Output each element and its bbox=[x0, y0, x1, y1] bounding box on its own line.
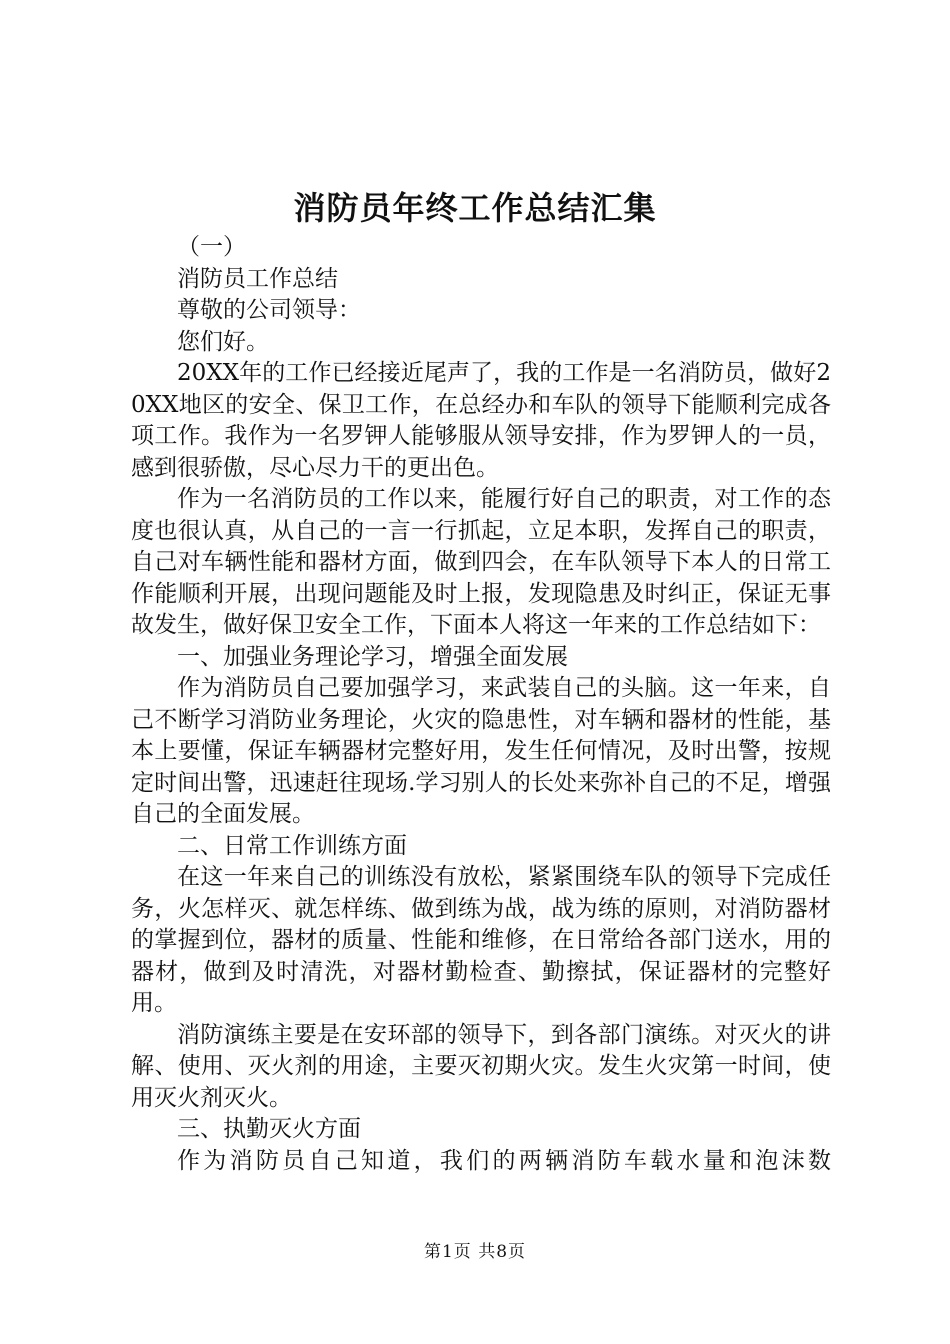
paragraph-duties: 作为一名消防员的工作以来，能履行好自己的职责，对工作的态度也很认真，从自己的一言一行抓起，立足本职，发挥自己的职责，自己对车辆性能和器材方面，做到四会，在车队领导下本人的日常工作能顺利开展，出现问题能及时上报，发现隐患及时纠正，保证无事故发生，做好保卫安全工作，下面本人将这一年来的工作总结如下： bbox=[131, 486, 831, 638]
document-title: 消防员年终工作总结汇集 bbox=[293, 189, 657, 227]
paragraph-training: 在这一年来自己的训练没有放松，紧紧围绕车队的领导下完成任务，火怎样灭、就怎样练、做到练为战，战为练的原则，对消防器材的掌握到位，器材的质量、性能和维修，在日常给各部门送水，用的器材，做到及时清洗，对器材勤检查、勤擦拭，保证器材的完整好用。 bbox=[131, 864, 831, 1016]
paragraph-study: 作为消防员自己要加强学习，来武装自己的头脑。这一年来，自己不断学习消防业务理论，火灾的隐患性，对车辆和器材的性能，基本上要懂，保证车辆器材完整好用，发生任何情况，及时出警，按规定时间出警，迅速赶往现场.学习别人的长处来弥补自己的不足，增强自己的全面发展。 bbox=[131, 675, 831, 827]
heading-section-2: 二、日常工作训练方面 bbox=[177, 832, 407, 859]
paragraph-firefighting: 作为消防员自己知道，我们的两辆消防车载水量和泡沫数 bbox=[177, 1147, 831, 1174]
document-body bbox=[131, 232, 831, 1177]
page-footer: 第1页 共8页 bbox=[423, 1242, 527, 1262]
heading-section-1: 一、加强业务理论学习，增强全面发展 bbox=[177, 643, 568, 670]
paragraph-section-number: （一） bbox=[177, 234, 246, 260]
paragraph-intro: 20XX年的工作已经接近尾声了，我的工作是一名消防员，做好20XX地区的安全、保卫工作，在总经办和车队的领导下能顺利完成各项工作。我作为一名罗钾人能够服从领导安排，作为罗钾人的一员，感到很骄傲，尽心尽力干的更出色。 bbox=[131, 360, 831, 481]
paragraph-greeting: 您们好。 bbox=[177, 328, 269, 355]
heading-section-3: 三、执勤灭火方面 bbox=[177, 1116, 361, 1142]
paragraph-subtitle: 消防员工作总结 bbox=[177, 265, 338, 292]
paragraph-drills: 消防演练主要是在安环部的领导下，到各部门演练。对灭火的讲解、使用、灭火剂的用途，主要灭初期火灾。发生火灾第一时间，使用灭火剂灭火。 bbox=[131, 1021, 831, 1111]
paragraph-salutation: 尊敬的公司领导： bbox=[177, 297, 361, 323]
